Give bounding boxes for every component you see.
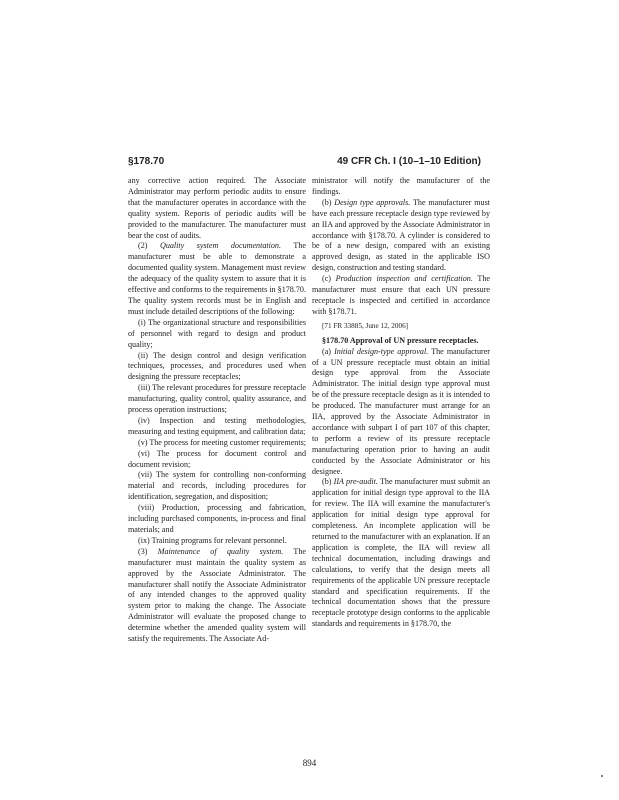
citation: [71 FR 33885, June 12, 2006]: [322, 321, 409, 330]
list-item: (i) The organizational structure and responsibilities of personnel with regard to design and product quality;: [128, 317, 306, 349]
list-item: (iv) Inspection and testing methodologies, measuring and testing equipment, and calibration data;: [128, 415, 306, 436]
left-column: [128, 176, 306, 645]
list-item: (vi) The process for document control and document revision;: [128, 448, 306, 469]
list-item: (vii) The system for controlling non-conforming material and records, including procedures for identification, segregation, and disposition;: [128, 470, 306, 502]
paragraph: (b) IIA pre-audit. The manufacturer must submit an application for initial design type approval to the IIA for review. The IIA will examine the manufacturer's application for initial design type approval for completeness. An incomplete application will be returned to the manufacturer with an explanation. If an application is complete, the IIA will review all technical documentation, including drawings and calculations, to verify that the design meets all requirements of the applicable UN pressure receptacle standard and specification requirements. If the technical documentation shows that the pressure receptacle prototype design conforms to the applicable standards and requirements in §178.70, the: [312, 477, 490, 629]
paragraph: ministrator will notify the manufacturer of the findings.: [312, 176, 490, 196]
list-item: (v) The process for meeting customer requirements;: [138, 437, 306, 447]
paragraph: (b) Design type approvals. The manufacturer must have each pressure receptacle design type reviewed by an IIA and approved by the Associate Administrator in accordance with §178.70. A cylinder is considered to be of a new design, compared with an existing approved design, as stated in the applicable ISO design, construction and testing standard.: [312, 197, 490, 273]
section-header-left: §178.70: [128, 156, 165, 167]
list-item: (viii) Production, processing and fabrication, including purchased components, in-process and final materials; and: [128, 503, 306, 534]
paragraph: (a) Initial design-type approval. The manufacturer of a UN pressure receptacle must obtain an initial design type approval from the Associate Administrator. The initial design type approval must be of the pressure receptacle design as it is intended to be produced. The manufacturer must arrange for an IIA, approved by the Associate Administrator in accordance with subpart I of part 107 of this chapter, to perform a review of its pressure receptacle manufacturing operation prior to having an audit conducted by the Associate Administrator or his designee.: [312, 346, 490, 476]
paragraph: (c) Production inspection and certification. The manufacturer must ensure that each UN pressure receptacle is inspected and certified in accordance with §178.71.: [312, 274, 490, 316]
paragraph: (3) Maintenance of quality system. The manufacturer must maintain the quality system as approved by the Associate Administrator. The manufacturer shall notify the Associate Administrator of any intended changes to the approved quality system prior to making the change. The Associate Administrator will evaluate the proposed change to determine whether the amended quality system will satisfy the requirements. The Associate Ad-: [128, 546, 306, 644]
paragraph: any corrective action required. The Associate Administrator may perform periodic audits to ensure that the manufacturer operates in accordance with the quality system. Reports of periodic audits will be provided to the manufacturer. The manufacturer must bear the cost of audits.: [128, 176, 306, 240]
list-item: (iii) The relevant procedures for pressure receptacle manufacturing, quality control, quality assurance, and process operation instructions;: [128, 383, 306, 415]
page-number: 894: [302, 758, 317, 768]
edition-header-right: 49 CFR Ch. I (10–1–10 Edition): [337, 156, 481, 167]
paragraph: (2) Quality system documentation. The manufacturer must be able to demonstrate a documented quality system. Management must review the adequacy of the quality system to assure that it is effective and conforms to the requirements in §178.70. The quality system records must be in English and must include detailed descriptions of the following:: [128, 241, 306, 316]
list-item: (ii) The design control and design verification techniques, processes, and procedures used when designing the pressure receptacles;: [128, 350, 306, 382]
right-column: [312, 176, 490, 630]
list-item: (ix) Training programs for relevant personnel.: [138, 535, 287, 545]
scan-speck: [601, 775, 603, 777]
section-heading: §178.70 Approval of UN pressure receptacles.: [322, 335, 479, 345]
